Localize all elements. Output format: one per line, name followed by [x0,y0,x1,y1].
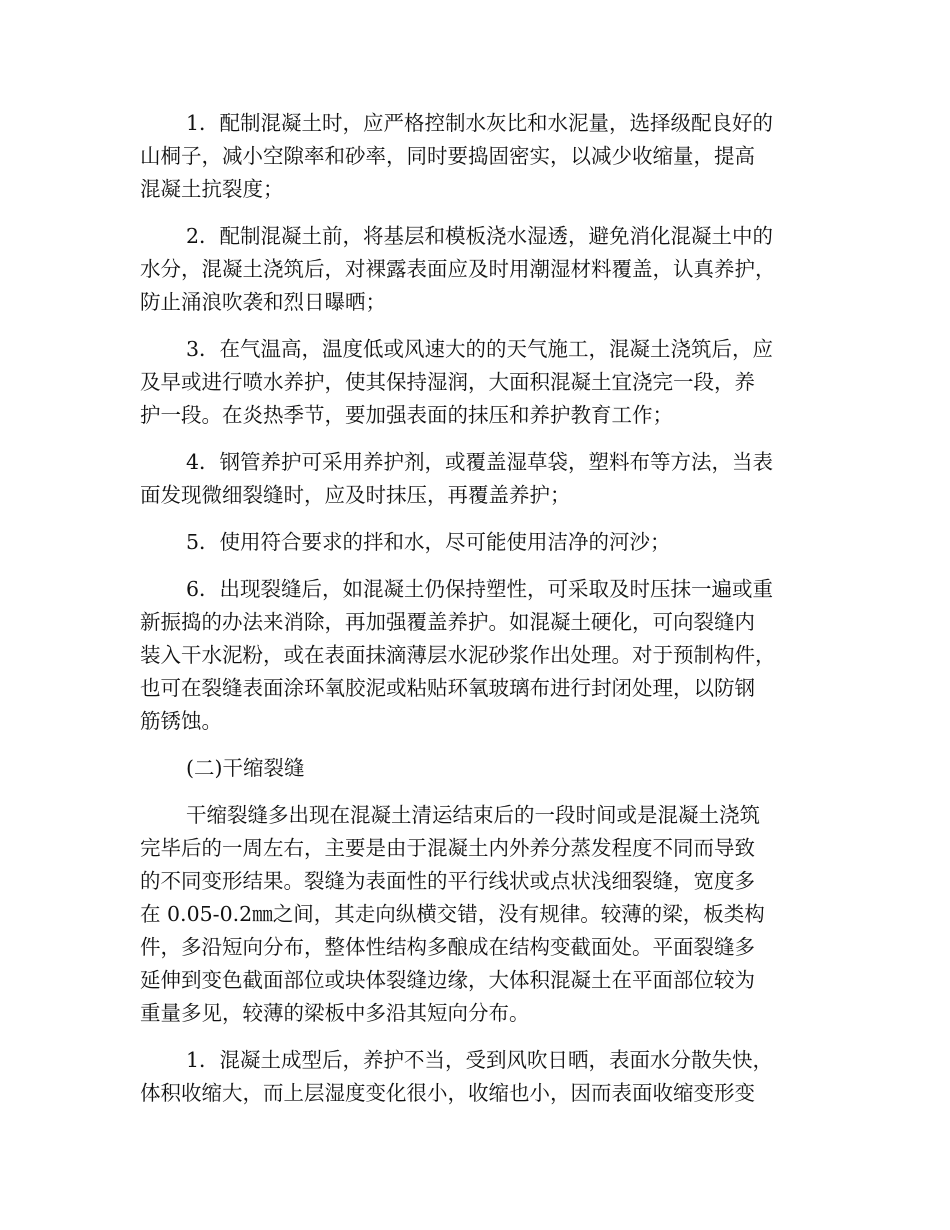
text-line: 在 0.05-0.2㎜之间，其走向纵横交错，没有规律。较薄的梁，板类构 [140,902,765,926]
text-line: 1．混凝土成型后，养护不当，受到风吹日晒，表面水分散失快， [186,1048,774,1072]
section-heading: (二)干缩裂缝 [186,756,305,780]
text-line: 的不同变形结果。裂缝为表面性的平行线状或点状浅细裂缝，宽度多 [140,869,755,893]
text-line: 及早或进行喷水养护，使其保持湿润，大面积混凝土宜浇完一段，养 [140,370,755,394]
text-line: 新振捣的办法来消除，再加强覆盖养护。如混凝土硬化，可向裂缝内 [140,610,755,634]
text-line: 防止涌浪吹袭和烈日曝晒； [140,290,386,314]
text-line: 面发现微细裂缝时，应及时抹压，再覆盖养护； [140,483,571,507]
text-line: 混凝土抗裂度； [140,177,284,201]
text-line: 筋锈蚀。 [140,709,222,733]
text-line: 6．出现裂缝后，如混凝土仍保持塑性，可采取及时压抹一遍或重 [186,577,774,601]
text-line: 干缩裂缝多出现在混凝土清运结束后的一段时间或是混凝土浇筑 [186,803,760,827]
text-line: 3．在气温高，温度低或风速大的的天气施工，混凝土浇筑后，应 [186,337,774,361]
text-line: 4．钢管养护可采用养护剂，或覆盖湿草袋，塑料布等方法，当表 [186,450,774,474]
text-line: 水分，混凝土浇筑后，对裸露表面应及时用潮湿材料覆盖，认真养护， [140,257,776,281]
text-line: 件，多沿短向分布，整体性结构多酿成在结构变截面处。平面裂缝多 [140,935,755,959]
text-line: 装入干水泥粉，或在表面抹滴薄层水泥砂浆作出处理。对于预制构件， [140,643,776,667]
text-line: 1．配制混凝土时，应严格控制水灰比和水泥量，选择级配良好的 [186,111,774,135]
text-line: 护一段。在炎热季节，要加强表面的抹压和养护教育工作； [140,403,673,427]
text-line: 延伸到变色截面部位或块体裂缝边缘，大体积混凝土在平面部位较为 [140,968,755,992]
text-line: 也可在裂缝表面涂环氧胶泥或粘贴环氧玻璃布进行封闭处理，以防钢 [140,676,755,700]
text-line: 2．配制混凝土前，将基层和模板浇水湿透，避免消化混凝土中的 [186,224,774,248]
text-line: 5．使用符合要求的拌和水，尽可能使用洁净的河沙； [186,530,671,554]
text-line: 完毕后的一周左右，主要是由于混凝土内外养分蒸发程度不同而导致 [140,836,755,860]
text-line: 重量多见，较薄的梁板中多沿其短向分布。 [140,1001,530,1025]
text-line: 体积收缩大，而上层湿度变化很小，收缩也小，因而表面收缩变形变 [140,1081,755,1105]
text-line: 山桐子，减小空隙率和砂率，同时要捣固密实，以减少收缩量，提高 [140,144,755,168]
